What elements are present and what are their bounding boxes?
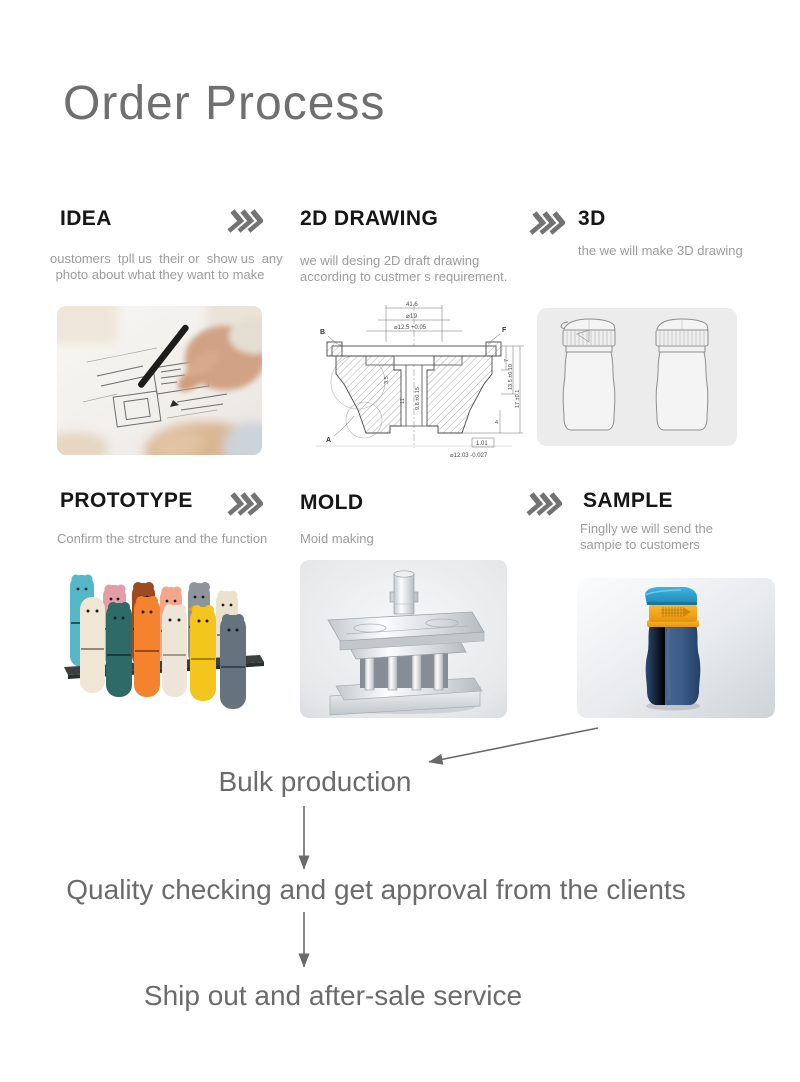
desc-line: photo about what they want to make bbox=[55, 267, 265, 282]
desc-line: the we will make 3D drawing bbox=[578, 243, 743, 258]
sample-bottle-photo bbox=[577, 578, 775, 718]
svg-text:41.6: 41.6 bbox=[406, 302, 418, 308]
svg-text:B: B bbox=[320, 329, 326, 336]
step-title-2d-drawing: 2D DRAWING bbox=[300, 207, 439, 230]
3d-bottle-wireframe bbox=[537, 308, 737, 446]
triple-chevron-right-icon bbox=[227, 491, 263, 517]
svg-text:3.5: 3.5 bbox=[384, 376, 390, 384]
step-title-idea: IDEA bbox=[60, 207, 112, 230]
arrow-down-icon bbox=[297, 806, 311, 878]
svg-text:⌀12.03 -0.027: ⌀12.03 -0.027 bbox=[450, 453, 488, 459]
flow-step-quality-checking: Quality checking and get approval from the clients bbox=[66, 874, 686, 905]
step-desc-prototype bbox=[57, 531, 297, 547]
svg-text:F: F bbox=[502, 327, 507, 334]
triple-chevron-right-icon bbox=[227, 208, 263, 234]
triple-chevron-right-icon bbox=[529, 210, 565, 236]
svg-text:11: 11 bbox=[400, 398, 406, 404]
desc-line: we will desing 2D draft drawing bbox=[300, 253, 480, 268]
svg-text:17 ±0.1: 17 ±0.1 bbox=[515, 389, 521, 408]
svg-text:A: A bbox=[326, 437, 332, 444]
page-title: Order Process bbox=[63, 77, 386, 130]
step-desc-idea bbox=[50, 251, 283, 283]
desc-line: according to custmer s requirement. bbox=[300, 269, 508, 284]
step-desc-mold bbox=[300, 531, 500, 547]
svg-text:4: 4 bbox=[495, 420, 499, 426]
svg-text:7: 7 bbox=[504, 358, 510, 362]
flow-step-bulk-production: Bulk production bbox=[218, 766, 412, 797]
step-desc-3d bbox=[578, 243, 778, 259]
prototype-bottles-photo bbox=[48, 563, 278, 711]
step-desc-2d-drawing bbox=[300, 253, 530, 285]
desc-line: Confirm the strcture and the function bbox=[57, 531, 268, 546]
desc-line: sampie to customers bbox=[580, 537, 700, 552]
svg-text:1.01: 1.01 bbox=[476, 441, 488, 447]
desc-line: Finglly we will send the bbox=[580, 521, 713, 536]
step-desc-sample bbox=[580, 521, 780, 553]
flow-step-ship-out: Ship out and after-sale service bbox=[143, 980, 523, 1011]
desc-line: oustomers tpll us their or show us any bbox=[50, 251, 283, 266]
idea-sketch-photo bbox=[57, 306, 262, 455]
arrow-to-bulk-production bbox=[420, 718, 610, 770]
svg-text:9.8 ±0.15: 9.8 ±0.15 bbox=[415, 387, 421, 410]
arrow-down-icon bbox=[297, 912, 311, 976]
mold-render-photo bbox=[300, 560, 507, 718]
svg-text:13.5 ±0.10: 13.5 ±0.10 bbox=[508, 364, 514, 390]
step-title-mold: MOLD bbox=[300, 491, 364, 514]
triple-chevron-right-icon bbox=[526, 491, 562, 517]
svg-text:⌀19: ⌀19 bbox=[406, 313, 418, 320]
step-title-sample: SAMPLE bbox=[583, 489, 673, 512]
svg-text:⌀12.5 +0.05: ⌀12.5 +0.05 bbox=[394, 325, 427, 331]
step-title-3d: 3D bbox=[578, 207, 606, 230]
2d-technical-drawing bbox=[302, 298, 526, 462]
desc-line: Moid making bbox=[300, 531, 374, 546]
step-title-prototype: PROTOTYPE bbox=[60, 489, 193, 512]
